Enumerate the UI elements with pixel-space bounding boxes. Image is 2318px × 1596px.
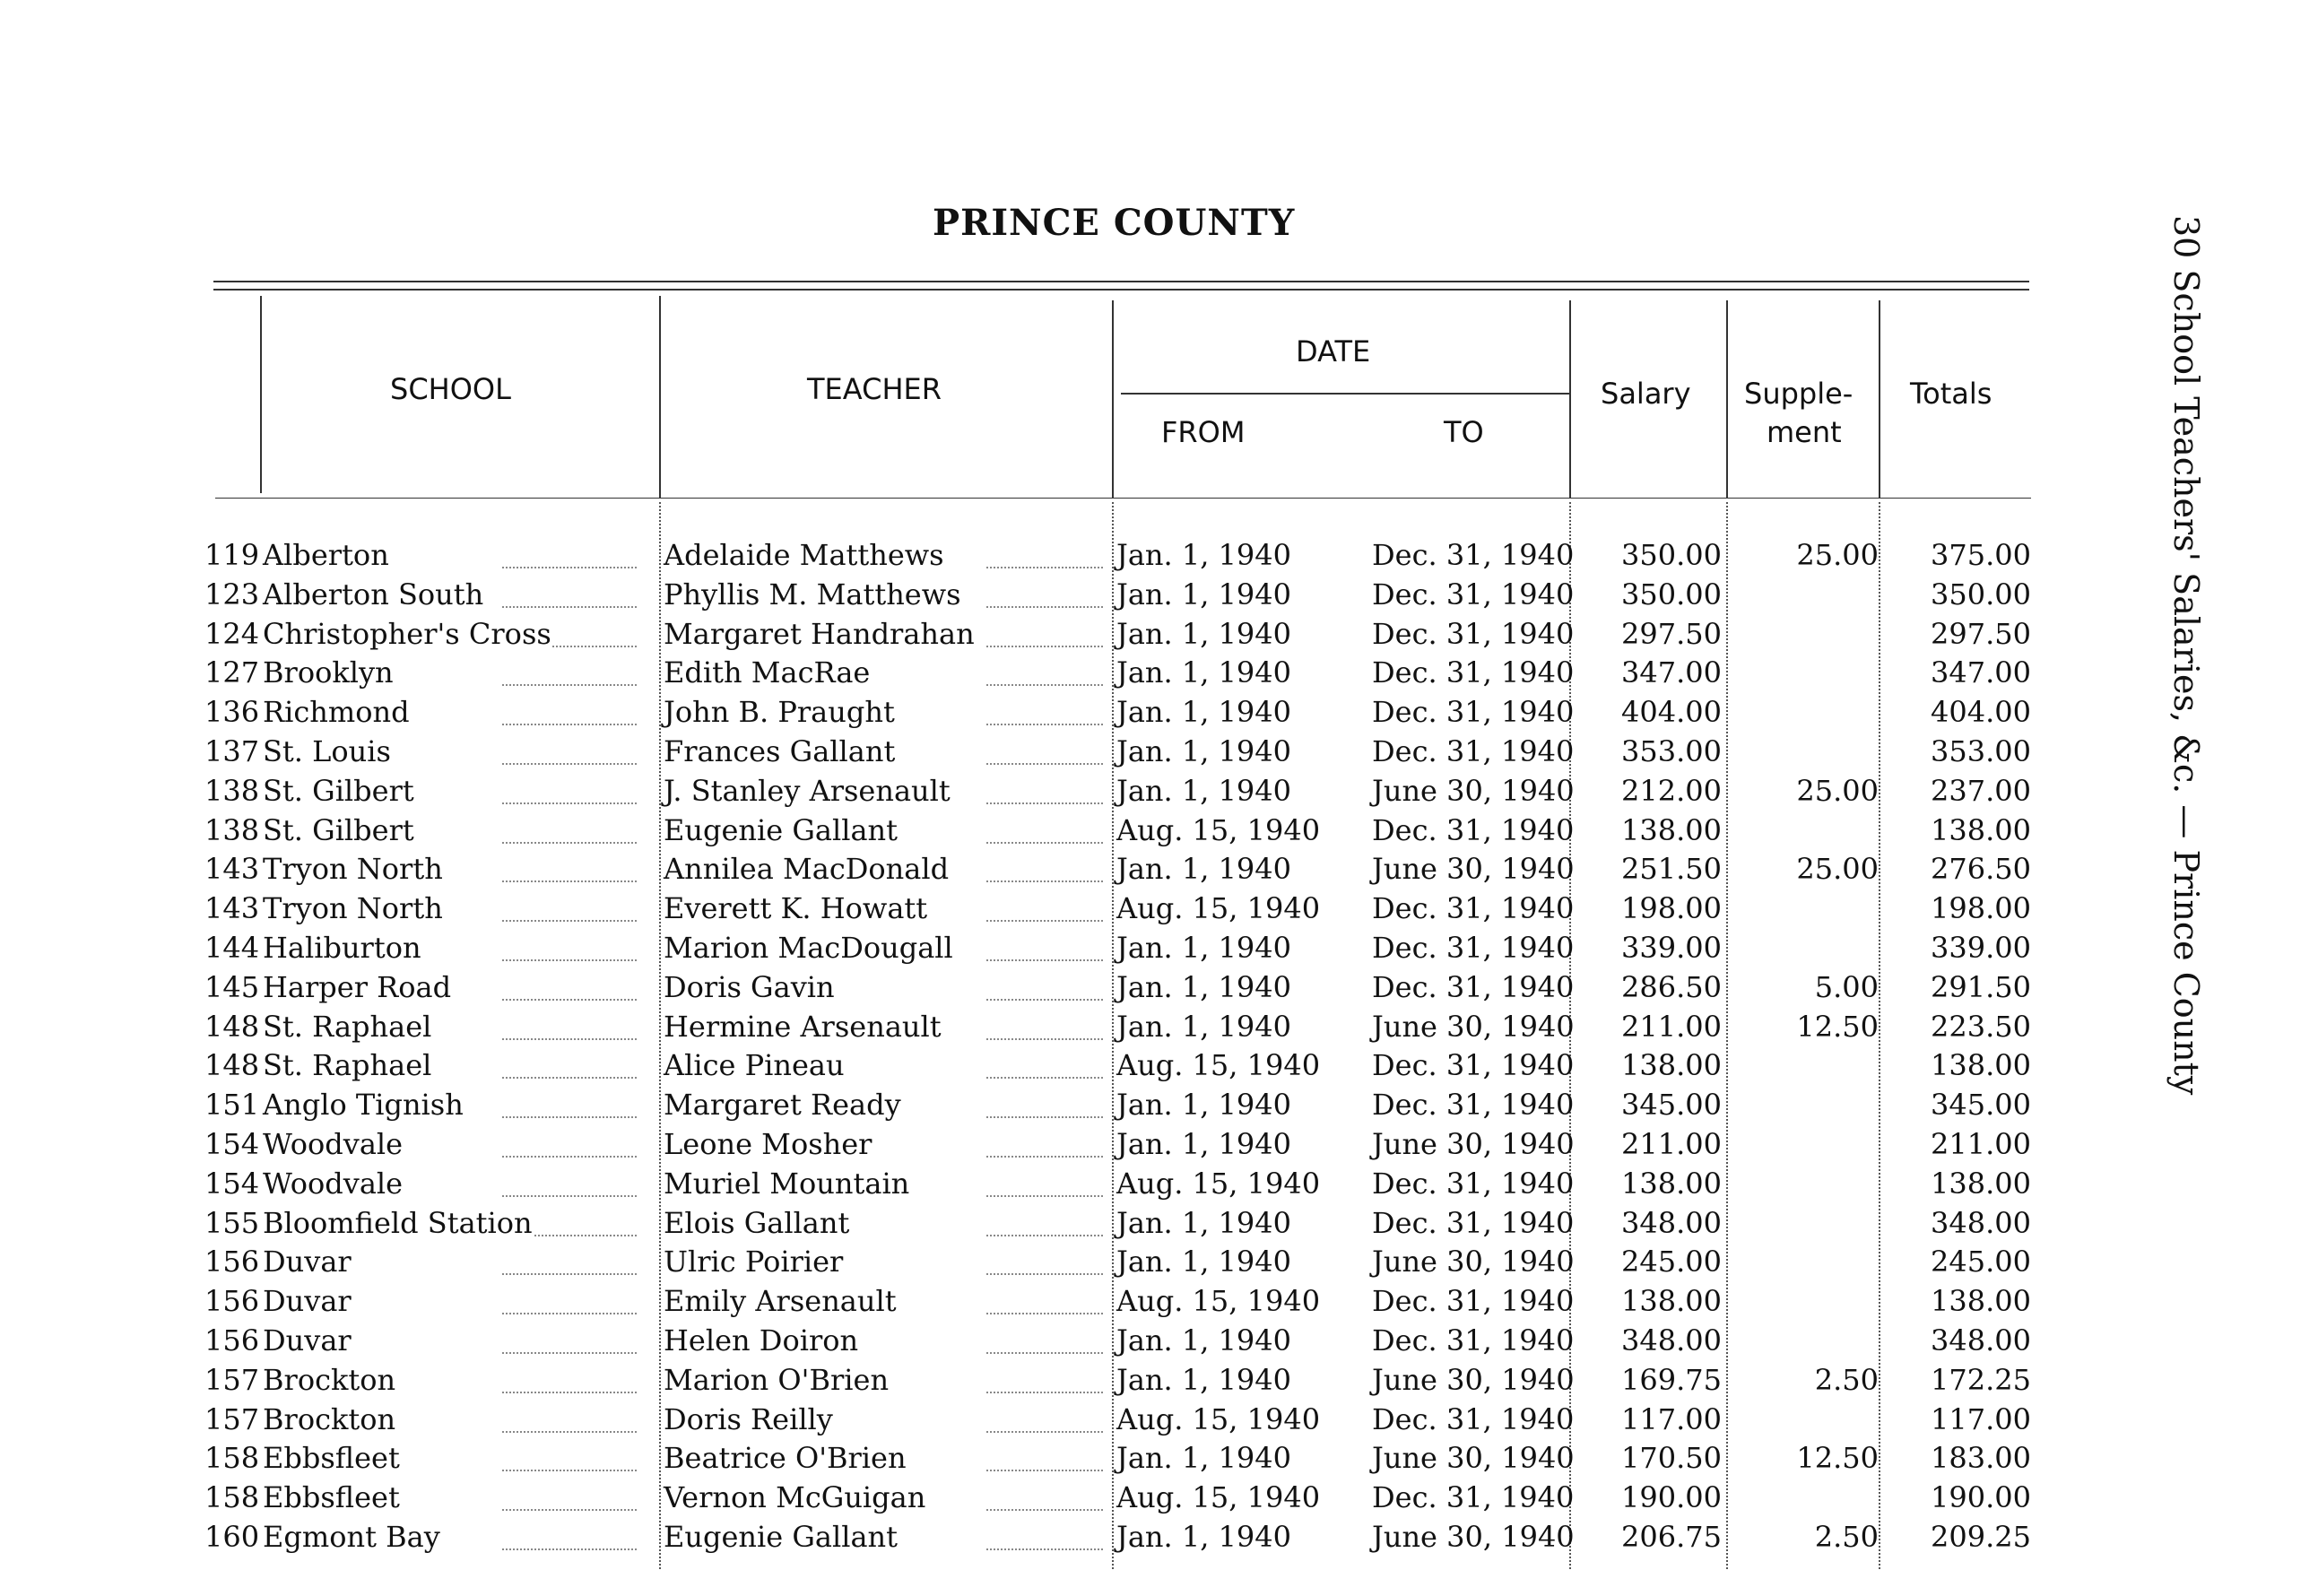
cell-num: 156: [204, 1284, 260, 1319]
header-school: SCHOOL: [390, 372, 511, 406]
cell-num: 124: [204, 616, 260, 651]
cell-total: 353.00: [1931, 734, 2031, 768]
cell-num: 148: [204, 1009, 260, 1044]
cell-total: 138.00: [1931, 1284, 2031, 1319]
leader-dots: [986, 974, 1103, 1001]
table-row: [0, 852, 2062, 891]
cell-to: June 30, 1940: [1372, 1009, 1575, 1044]
cell-from: Aug. 15, 1940: [1116, 1401, 1321, 1436]
cell-salary: 339.00: [1621, 931, 1722, 965]
table-row: [0, 970, 2062, 1010]
leader-dots: [986, 1052, 1103, 1079]
cell-to: Dec. 31, 1940: [1372, 734, 1575, 768]
cell-total: 138.00: [1931, 1166, 2031, 1201]
cell-salary: 138.00: [1621, 1166, 1722, 1201]
col-rule-totals: [1879, 300, 1880, 498]
cell-teacher: Eugenie Gallant: [664, 812, 898, 847]
table-row: [0, 1088, 2062, 1127]
leader-dots: [502, 738, 637, 765]
cell-to: June 30, 1940: [1372, 1245, 1575, 1279]
cell-num: 151: [204, 1088, 260, 1123]
cell-total: 172.25: [1931, 1362, 2031, 1397]
leader-dots: [502, 1288, 637, 1314]
cell-salary: 190.00: [1621, 1480, 1722, 1515]
cell-to: Dec. 31, 1940: [1372, 538, 1575, 572]
cell-teacher: Adelaide Matthews: [664, 538, 944, 572]
cell-to: Dec. 31, 1940: [1372, 812, 1575, 847]
table-row: [0, 1245, 2062, 1284]
cell-from: Jan. 1, 1940: [1116, 931, 1291, 965]
cell-to: Dec. 31, 1940: [1372, 1480, 1575, 1515]
top-rule: [213, 281, 2029, 282]
table-row: [0, 931, 2062, 970]
cell-school: St. Raphael: [263, 1009, 432, 1044]
cell-total: 348.00: [1931, 1205, 2031, 1240]
date-rule: [1121, 393, 1569, 395]
cell-school: Alberton: [263, 538, 389, 572]
cell-num: 143: [204, 852, 260, 887]
table-row: [0, 891, 2062, 931]
cell-from: Jan. 1, 1940: [1116, 1323, 1291, 1357]
cell-from: Jan. 1, 1940: [1116, 695, 1291, 730]
cell-school: Anglo Tignish: [263, 1088, 464, 1123]
header-supplement-2: ment: [1767, 415, 1842, 449]
cell-salary: 169.75: [1621, 1362, 1722, 1397]
cell-to: Dec. 31, 1940: [1372, 891, 1575, 926]
cell-total: 339.00: [1931, 931, 2031, 965]
cell-from: Jan. 1, 1940: [1116, 616, 1291, 651]
cell-to: Dec. 31, 1940: [1372, 931, 1575, 965]
cell-from: Jan. 1, 1940: [1116, 773, 1291, 808]
cell-salary: 212.00: [1621, 773, 1722, 808]
leader-dots: [986, 1170, 1103, 1197]
leader-dots: [502, 581, 637, 608]
leader-dots: [502, 1131, 637, 1158]
cell-from: Jan. 1, 1940: [1116, 1127, 1291, 1161]
leader-dots: [502, 1484, 637, 1511]
leader-dots: [502, 1248, 637, 1275]
table-row: [0, 774, 2062, 813]
cell-num: 156: [204, 1323, 260, 1357]
cell-to: Dec. 31, 1940: [1372, 1088, 1575, 1123]
cell-supplement: 12.50: [1796, 1009, 1879, 1044]
cell-total: 138.00: [1931, 812, 2031, 847]
leader-dots: [986, 698, 1103, 725]
cell-school: Tryon North: [263, 852, 443, 887]
cell-teacher: Hermine Arsenault: [664, 1009, 942, 1044]
cell-num: 148: [204, 1048, 260, 1083]
leader-dots: [502, 1013, 637, 1040]
header-supplement-1: Supple-: [1744, 377, 1854, 411]
cell-to: June 30, 1940: [1372, 1127, 1575, 1161]
leader-dots: [986, 659, 1103, 686]
cell-from: Jan. 1, 1940: [1116, 538, 1291, 572]
cell-salary: 348.00: [1621, 1205, 1722, 1240]
header-date: DATE: [1296, 334, 1371, 369]
cell-total: 347.00: [1931, 655, 2031, 690]
leader-dots: [986, 1444, 1103, 1471]
cell-to: Dec. 31, 1940: [1372, 969, 1575, 1004]
cell-num: 136: [204, 695, 260, 730]
cell-total: 297.50: [1931, 616, 2031, 651]
cell-supplement: 25.00: [1796, 538, 1879, 572]
leader-dots: [502, 895, 637, 922]
table-row: [0, 1206, 2062, 1245]
leader-dots: [986, 1013, 1103, 1040]
leader-dots: [502, 817, 637, 844]
col-rule-date: [1112, 300, 1114, 498]
cell-from: Jan. 1, 1940: [1116, 1520, 1291, 1554]
cell-to: Dec. 31, 1940: [1372, 1284, 1575, 1319]
table-row: [0, 655, 2062, 695]
cell-school: Duvar: [263, 1284, 352, 1319]
header-from: FROM: [1161, 415, 1246, 449]
cell-salary: 117.00: [1621, 1401, 1722, 1436]
leader-dots: [986, 1484, 1103, 1511]
cell-num: 119: [204, 538, 260, 572]
cell-to: June 30, 1940: [1372, 1362, 1575, 1397]
cell-num: 137: [204, 734, 260, 768]
cell-to: Dec. 31, 1940: [1372, 577, 1575, 612]
cell-salary: 138.00: [1621, 1048, 1722, 1083]
col-rule-school: [260, 296, 262, 493]
cell-teacher: Frances Gallant: [664, 734, 896, 768]
cell-salary: 286.50: [1621, 969, 1722, 1004]
cell-teacher: Ulric Poirier: [664, 1245, 844, 1279]
leader-dots: [502, 1170, 637, 1197]
table-row: [0, 1284, 2062, 1323]
cell-num: 143: [204, 891, 260, 926]
cell-to: June 30, 1940: [1372, 773, 1575, 808]
cell-num: 154: [204, 1166, 260, 1201]
cell-total: 190.00: [1931, 1480, 2031, 1515]
table-row: [0, 1323, 2062, 1363]
leader-dots: [986, 934, 1103, 961]
cell-teacher: Phyllis M. Matthews: [664, 577, 961, 612]
leader-dots: [986, 855, 1103, 882]
col-rule-teacher: [659, 296, 661, 498]
cell-salary: 350.00: [1621, 577, 1722, 612]
cell-from: Jan. 1, 1940: [1116, 1009, 1291, 1044]
cell-school: Alberton South: [263, 577, 484, 612]
table-row: [0, 617, 2062, 656]
cell-salary: 170.50: [1621, 1441, 1722, 1476]
table-row: [0, 1441, 2062, 1480]
cell-num: 127: [204, 655, 260, 690]
cell-to: June 30, 1940: [1372, 1520, 1575, 1554]
cell-salary: 350.00: [1621, 538, 1722, 572]
leader-dots: [986, 1523, 1103, 1550]
cell-from: Jan. 1, 1940: [1116, 655, 1291, 690]
cell-to: Dec. 31, 1940: [1372, 1401, 1575, 1436]
cell-total: 223.50: [1931, 1009, 2031, 1044]
cell-supplement: 2.50: [1814, 1362, 1879, 1397]
cell-from: Jan. 1, 1940: [1116, 1245, 1291, 1279]
leader-dots: [502, 1523, 637, 1550]
cell-to: Dec. 31, 1940: [1372, 1205, 1575, 1240]
cell-school: St. Louis: [263, 734, 391, 768]
cell-salary: 345.00: [1621, 1088, 1722, 1123]
cell-teacher: Vernon McGuigan: [664, 1480, 926, 1515]
cell-to: Dec. 31, 1940: [1372, 1048, 1575, 1083]
cell-to: Dec. 31, 1940: [1372, 655, 1575, 690]
cell-teacher: Annilea MacDonald: [664, 852, 950, 887]
cell-total: 350.00: [1931, 577, 2031, 612]
leader-dots: [986, 581, 1103, 608]
cell-salary: 251.50: [1621, 852, 1722, 887]
cell-teacher: Doris Gavin: [664, 969, 835, 1004]
cell-from: Aug. 15, 1940: [1116, 812, 1321, 847]
cell-to: Dec. 31, 1940: [1372, 1323, 1575, 1357]
cell-total: 183.00: [1931, 1441, 2031, 1476]
leader-dots: [986, 620, 1103, 647]
cell-school: St. Gilbert: [263, 812, 414, 847]
cell-salary: 347.00: [1621, 655, 1722, 690]
cell-salary: 211.00: [1621, 1009, 1722, 1044]
cell-salary: 245.00: [1621, 1245, 1722, 1279]
cell-num: 123: [204, 577, 260, 612]
cell-school: Haliburton: [263, 931, 421, 965]
cell-teacher: J. Stanley Arsenault: [664, 773, 951, 808]
cell-from: Aug. 15, 1940: [1116, 1284, 1321, 1319]
cell-school: Ebbsfleet: [263, 1441, 400, 1476]
cell-supplement: 2.50: [1814, 1520, 1879, 1554]
cell-teacher: Muriel Mountain: [664, 1166, 910, 1201]
cell-total: 291.50: [1931, 969, 2031, 1004]
leader-dots: [986, 1248, 1103, 1275]
cell-to: June 30, 1940: [1372, 1441, 1575, 1476]
leader-dots: [502, 974, 637, 1001]
leader-dots: [986, 777, 1103, 804]
cell-from: Jan. 1, 1940: [1116, 734, 1291, 768]
cell-teacher: Helen Doiron: [664, 1323, 859, 1357]
cell-from: Aug. 15, 1940: [1116, 1166, 1321, 1201]
cell-from: Aug. 15, 1940: [1116, 1048, 1321, 1083]
top-rule-2: [213, 289, 2029, 291]
leader-dots: [502, 1444, 637, 1471]
cell-school: St. Raphael: [263, 1048, 432, 1083]
col-rule-supplement: [1726, 300, 1728, 498]
cell-total: 198.00: [1931, 891, 2031, 926]
leader-dots: [986, 542, 1103, 568]
cell-total: 209.25: [1931, 1520, 2031, 1554]
cell-salary: 297.50: [1621, 616, 1722, 651]
cell-school: Woodvale: [263, 1166, 404, 1201]
header-to: TO: [1444, 415, 1484, 449]
table-row: [0, 1048, 2062, 1088]
header-teacher: TEACHER: [807, 372, 942, 406]
cell-school: Brockton: [263, 1362, 396, 1397]
cell-school: Brooklyn: [263, 655, 394, 690]
leader-dots: [502, 542, 637, 568]
cell-school: Ebbsfleet: [263, 1480, 400, 1515]
cell-school: Harper Road: [263, 969, 452, 1004]
cell-to: Dec. 31, 1940: [1372, 616, 1575, 651]
cell-salary: 198.00: [1621, 891, 1722, 926]
cell-total: 375.00: [1931, 538, 2031, 572]
cell-school: Richmond: [263, 695, 410, 730]
leader-dots: [986, 1327, 1103, 1354]
table-row: [0, 734, 2062, 774]
leader-dots: [986, 738, 1103, 765]
leader-dots: [502, 1366, 637, 1393]
cell-num: 158: [204, 1441, 260, 1476]
cell-total: 211.00: [1931, 1127, 2031, 1161]
cell-num: 155: [204, 1205, 260, 1240]
cell-total: 348.00: [1931, 1323, 2031, 1357]
cell-school: Woodvale: [263, 1127, 404, 1161]
cell-teacher: Margaret Handrahan: [664, 616, 975, 651]
cell-school: Christopher's Cross: [263, 616, 551, 651]
cell-supplement: 25.00: [1796, 852, 1879, 887]
cell-from: Jan. 1, 1940: [1116, 577, 1291, 612]
cell-school: Egmont Bay: [263, 1520, 440, 1554]
cell-school: Bloomfield Station: [263, 1205, 533, 1240]
cell-teacher: Leone Mosher: [664, 1127, 873, 1161]
cell-salary: 138.00: [1621, 1284, 1722, 1319]
leader-dots: [502, 855, 637, 882]
page-title: PRINCE COUNTY: [933, 202, 1296, 244]
leader-dots: [502, 698, 637, 725]
leader-dots: [502, 1406, 637, 1433]
cell-total: 276.50: [1931, 852, 2031, 887]
cell-teacher: Alice Pineau: [664, 1048, 845, 1083]
cell-teacher: John B. Praught: [664, 695, 895, 730]
table-row: [0, 695, 2062, 734]
cell-from: Jan. 1, 1940: [1116, 1441, 1291, 1476]
cell-teacher: Eugenie Gallant: [664, 1520, 898, 1554]
margin-running-head: 30 School Teachers' Salaries, &c. — Prince County: [2166, 215, 2206, 1096]
cell-num: 138: [204, 812, 260, 847]
table-row: [0, 1480, 2062, 1520]
table-row: [0, 1010, 2062, 1049]
leader-dots: [502, 1091, 637, 1118]
leader-dots: [986, 1288, 1103, 1314]
table-row: [0, 1402, 2062, 1442]
cell-total: 138.00: [1931, 1048, 2031, 1083]
table-row: [0, 1127, 2062, 1167]
table-row: [0, 1363, 2062, 1402]
cell-num: 160: [204, 1520, 260, 1554]
cell-teacher: Marion MacDougall: [664, 931, 953, 965]
cell-salary: 353.00: [1621, 734, 1722, 768]
cell-num: 138: [204, 773, 260, 808]
cell-from: Jan. 1, 1940: [1116, 852, 1291, 887]
cell-teacher: Emily Arsenault: [664, 1284, 897, 1319]
cell-teacher: Edith MacRae: [664, 655, 871, 690]
cell-school: Duvar: [263, 1323, 352, 1357]
leader-dots: [986, 1406, 1103, 1433]
cell-num: 157: [204, 1362, 260, 1397]
col-rule-salary: [1569, 300, 1571, 498]
cell-supplement: 12.50: [1796, 1441, 1879, 1476]
leader-dots: [502, 1327, 637, 1354]
leader-dots: [986, 1366, 1103, 1393]
leader-dots: [986, 1091, 1103, 1118]
leader-dots: [502, 1052, 637, 1079]
cell-num: 157: [204, 1401, 260, 1436]
cell-from: Jan. 1, 1940: [1116, 969, 1291, 1004]
leader-dots: [502, 934, 637, 961]
leader-dots: [502, 777, 637, 804]
cell-teacher: Beatrice O'Brien: [664, 1441, 907, 1476]
cell-total: 117.00: [1931, 1401, 2031, 1436]
leader-dots: [986, 895, 1103, 922]
cell-school: St. Gilbert: [263, 773, 414, 808]
cell-supplement: 5.00: [1814, 969, 1879, 1004]
leader-dots: [986, 1210, 1103, 1236]
table-row: [0, 538, 2062, 577]
cell-teacher: Doris Reilly: [664, 1401, 833, 1436]
cell-salary: 206.75: [1621, 1520, 1722, 1554]
cell-num: 158: [204, 1480, 260, 1515]
cell-total: 237.00: [1931, 773, 2031, 808]
cell-salary: 138.00: [1621, 812, 1722, 847]
cell-num: 144: [204, 931, 260, 965]
cell-school: Duvar: [263, 1245, 352, 1279]
cell-to: June 30, 1940: [1372, 852, 1575, 887]
header-bottom-rule: [215, 498, 2031, 499]
cell-salary: 348.00: [1621, 1323, 1722, 1357]
cell-supplement: 25.00: [1796, 773, 1879, 808]
header-salary: Salary: [1601, 377, 1691, 411]
cell-teacher: Everett K. Howatt: [664, 891, 928, 926]
cell-total: 245.00: [1931, 1245, 2031, 1279]
cell-total: 404.00: [1931, 695, 2031, 730]
cell-to: Dec. 31, 1940: [1372, 695, 1575, 730]
cell-teacher: Elois Gallant: [664, 1205, 850, 1240]
cell-num: 154: [204, 1127, 260, 1161]
cell-from: Aug. 15, 1940: [1116, 891, 1321, 926]
cell-from: Jan. 1, 1940: [1116, 1088, 1291, 1123]
cell-school: Tryon North: [263, 891, 443, 926]
cell-from: Jan. 1, 1940: [1116, 1362, 1291, 1397]
table-row: [0, 577, 2062, 617]
cell-from: Jan. 1, 1940: [1116, 1205, 1291, 1240]
cell-teacher: Marion O'Brien: [664, 1362, 890, 1397]
cell-salary: 211.00: [1621, 1127, 1722, 1161]
leader-dots: [986, 817, 1103, 844]
cell-total: 345.00: [1931, 1088, 2031, 1123]
header-totals: Totals: [1910, 377, 1992, 411]
cell-num: 156: [204, 1245, 260, 1279]
table-row: [0, 1167, 2062, 1206]
cell-from: Aug. 15, 1940: [1116, 1480, 1321, 1515]
leader-dots: [502, 659, 637, 686]
cell-num: 145: [204, 969, 260, 1004]
table-row: [0, 813, 2062, 853]
table-row: [0, 1520, 2062, 1559]
cell-to: Dec. 31, 1940: [1372, 1166, 1575, 1201]
leader-dots: [986, 1131, 1103, 1158]
cell-school: Brockton: [263, 1401, 396, 1436]
cell-salary: 404.00: [1621, 695, 1722, 730]
cell-teacher: Margaret Ready: [664, 1088, 901, 1123]
